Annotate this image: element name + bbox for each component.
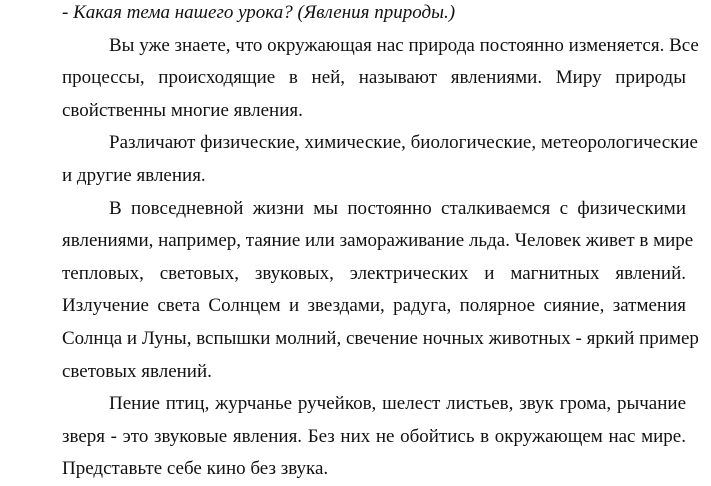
paragraph-line: Различают физические, химические, биологические, метеорологические xyxy=(109,132,698,154)
paragraph-line: Солнца и Луны, вспышки молний, свечение ночных животных - яркий пример xyxy=(62,327,699,349)
paragraph-line: Представьте себе кино без звука. xyxy=(62,458,329,480)
paragraph-line: свойственны многие явления. xyxy=(62,99,303,121)
paragraph-line: и другие явления. xyxy=(62,164,206,186)
paragraph-line: явлениями, например, таяние или замораживание льда. Человек живет в мире xyxy=(62,230,694,252)
paragraph-4 xyxy=(62,388,686,486)
paragraph-line: зверя - это звуковые явления. Без них не обойтись в окружающем нас мире. xyxy=(62,425,686,447)
paragraph-line: Вы уже знаете, что окружающая нас природа постоянно изменяется. Все xyxy=(109,34,699,56)
paragraph-3 xyxy=(62,193,699,389)
lesson-question: - Какая тема нашего урока? (Явления природы.) xyxy=(62,2,456,23)
paragraph-line: процессы, происходящие в ней, называют явлениями. Миру природы xyxy=(62,67,686,89)
paragraph-line: Излучение света Солнцем и звездами, радуга, полярное сияние, затмения xyxy=(62,295,686,317)
paragraph-line: Пение птиц, журчанье ручейков, шелест листьев, звук грома, рычание xyxy=(109,393,686,415)
document-page xyxy=(62,0,699,486)
paragraph-line: В повседневной жизни мы постоянно сталкиваемся с физическими xyxy=(109,197,686,219)
paragraph-line: тепловых, световых, звуковых, электрических и магнитных явлений. xyxy=(62,262,686,284)
paragraph-line: световых явлений. xyxy=(62,360,212,382)
paragraph-2 xyxy=(62,127,698,192)
paragraph-1 xyxy=(62,30,699,128)
